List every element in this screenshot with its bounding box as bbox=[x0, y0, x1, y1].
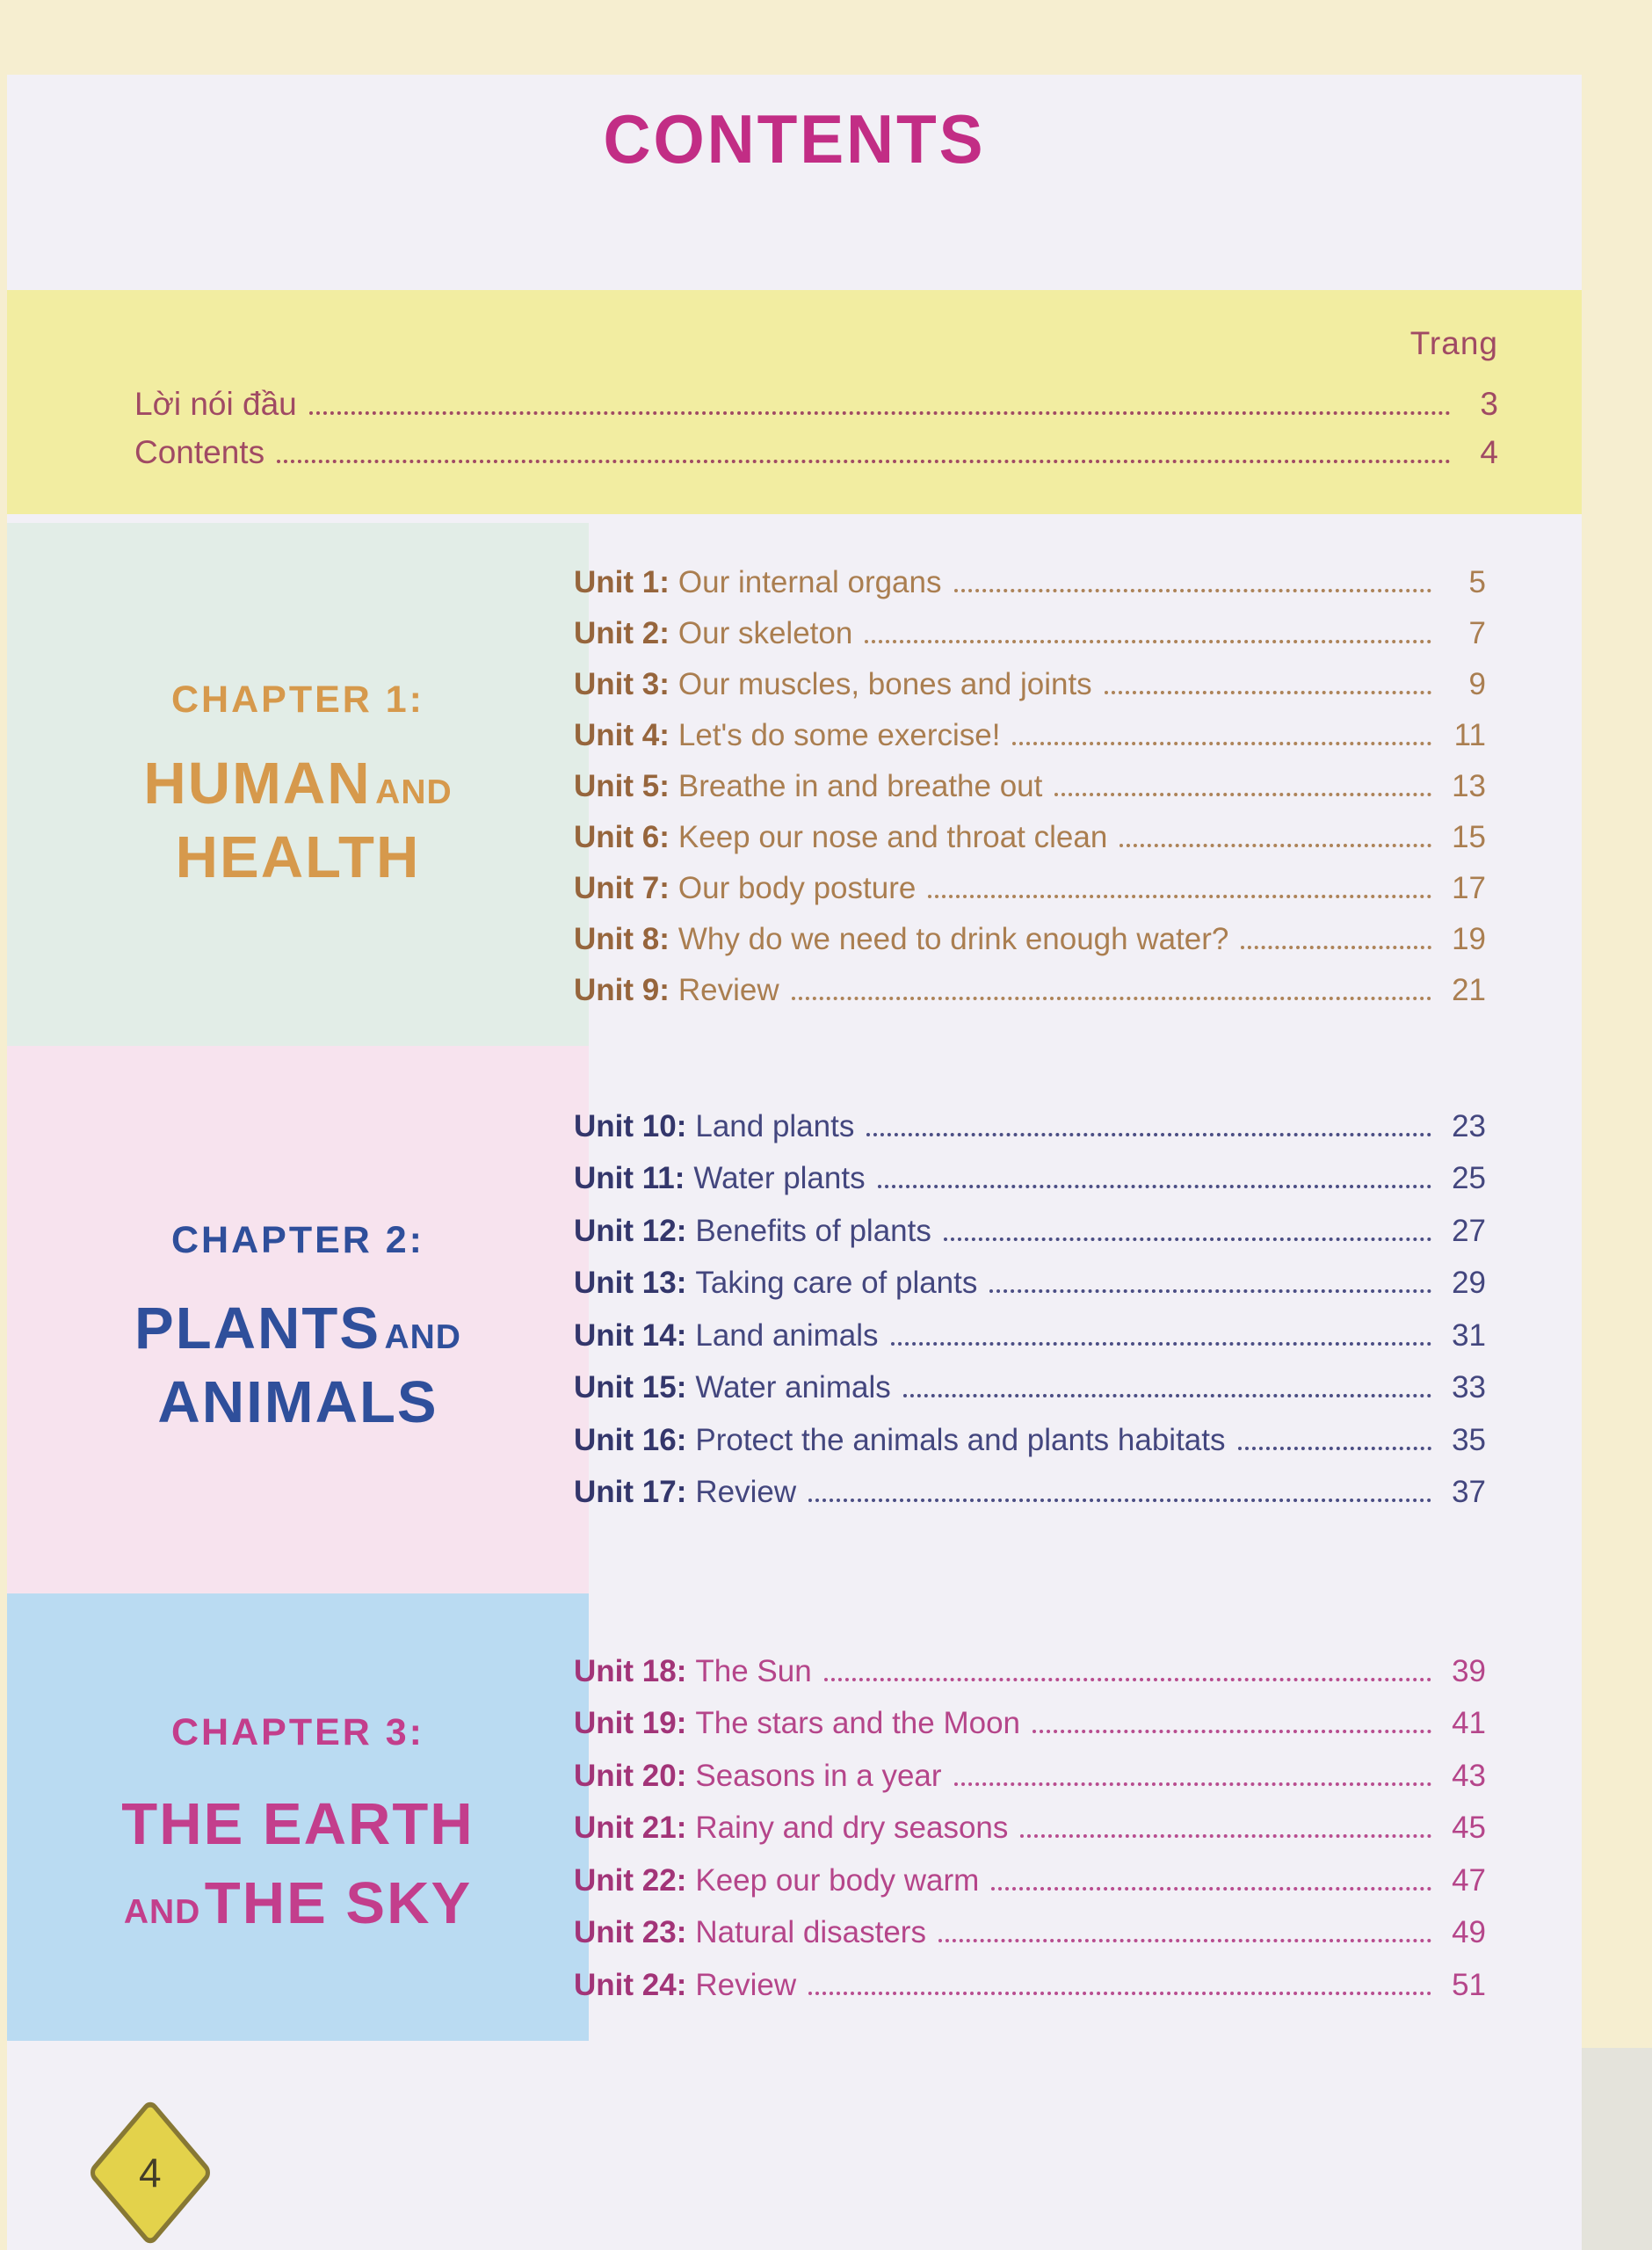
chapter1-title-line1: HUMAN AND bbox=[143, 751, 453, 817]
toc-entry: Unit 7: Our body posture 17 bbox=[574, 871, 1486, 905]
toc-entry: Unit 15: Water animals 33 bbox=[574, 1370, 1486, 1404]
dot-leader bbox=[954, 1782, 1431, 1786]
banner-heading: Trang bbox=[1409, 325, 1498, 361]
entry-page-number: 27 bbox=[1452, 1213, 1486, 1248]
entry-page-number: 37 bbox=[1452, 1475, 1486, 1509]
dot-leader bbox=[891, 1342, 1431, 1346]
chapter1-unit-list bbox=[574, 549, 1486, 1008]
entry-page-number: 7 bbox=[1468, 616, 1486, 650]
toc-entry: Unit 20: Seasons in a year 43 bbox=[574, 1758, 1486, 1793]
entry-page-number: 35 bbox=[1452, 1422, 1486, 1457]
page-edge-shadow bbox=[1582, 2048, 1652, 2250]
dot-leader bbox=[1012, 742, 1431, 745]
entry-page-number: 51 bbox=[1452, 1967, 1486, 2002]
dot-leader bbox=[989, 1289, 1431, 1293]
entry-page-number: 29 bbox=[1452, 1266, 1486, 1300]
dot-leader bbox=[1119, 844, 1431, 847]
toc-entry: Unit 4: Let's do some exercise! 11 bbox=[574, 718, 1486, 752]
toc-entry: Unit 3: Our muscles, bones and joints 9 bbox=[574, 667, 1486, 701]
front-matter-banner bbox=[7, 290, 1582, 514]
banner-row-contents bbox=[134, 423, 1498, 471]
chapter3-label: CHAPTER 3: bbox=[170, 1711, 425, 1753]
entry-page-number: 31 bbox=[1452, 1317, 1486, 1353]
toc-entry: Unit 24: Review 51 bbox=[574, 1967, 1486, 2002]
dot-leader bbox=[1020, 1834, 1431, 1838]
book-page bbox=[7, 75, 1582, 2250]
toc-entry: Unit 17: Review 37 bbox=[574, 1475, 1486, 1509]
dot-leader bbox=[824, 1678, 1431, 1681]
dot-leader bbox=[991, 1887, 1431, 1891]
toc-entry: Unit 10: Land plants 23 bbox=[574, 1108, 1486, 1143]
dot-leader bbox=[1238, 1447, 1432, 1450]
chapter2-unit-list bbox=[574, 1092, 1486, 1510]
chapter3-title-line1: THE EARTH bbox=[121, 1791, 475, 1857]
dot-leader bbox=[792, 997, 1431, 1000]
entry-page-number: 15 bbox=[1452, 820, 1486, 854]
toc-entry: Unit 16: Protect the animals and plants habitats 35 bbox=[574, 1422, 1486, 1457]
dot-leader bbox=[1241, 946, 1431, 949]
entry-page-number: 47 bbox=[1452, 1862, 1486, 1898]
toc-entry: Unit 23: Natural disasters 49 bbox=[574, 1915, 1486, 1949]
contents-page-number: 4 bbox=[1480, 434, 1498, 470]
dot-leader bbox=[808, 1499, 1431, 1502]
dot-leader bbox=[808, 1992, 1431, 1995]
dot-leader bbox=[928, 895, 1431, 898]
toc-entry: Unit 12: Benefits of plants 27 bbox=[574, 1213, 1486, 1248]
chapter2-title-line1: PLANTS AND bbox=[134, 1296, 461, 1361]
entry-page-number: 39 bbox=[1452, 1653, 1486, 1688]
toc-entry: Unit 11: Water plants 25 bbox=[574, 1161, 1486, 1195]
dot-leader bbox=[1054, 793, 1431, 796]
preface-label: Lời nói đầu bbox=[134, 386, 297, 422]
toc-entry: Unit 9: Review 21 bbox=[574, 973, 1486, 1007]
entry-page-number: 19 bbox=[1452, 922, 1486, 956]
entry-page-number: 49 bbox=[1452, 1915, 1486, 1949]
dot-leader bbox=[1105, 691, 1431, 694]
toc-entry: Unit 19: The stars and the Moon 41 bbox=[574, 1706, 1486, 1740]
dot-leader bbox=[878, 1185, 1431, 1188]
dot-leader bbox=[938, 1939, 1431, 1942]
entry-page-number: 21 bbox=[1452, 973, 1486, 1007]
chapter1-label: CHAPTER 1: bbox=[170, 679, 425, 721]
page-number-badge bbox=[87, 2098, 214, 2247]
dot-leader bbox=[954, 589, 1432, 592]
chapter1-title-line2: HEALTH bbox=[175, 824, 421, 890]
entry-page-number: 9 bbox=[1468, 667, 1486, 701]
entry-page-number: 25 bbox=[1452, 1161, 1486, 1195]
toc-entry: Unit 2: Our skeleton 7 bbox=[574, 616, 1486, 650]
toc-entry: Unit 14: Land animals 31 bbox=[574, 1317, 1486, 1353]
entry-page-number: 17 bbox=[1452, 871, 1486, 905]
dot-leader bbox=[903, 1394, 1431, 1397]
toc-entry: Unit 18: The Sun 39 bbox=[574, 1653, 1486, 1688]
toc-entry: Unit 8: Why do we need to drink enough water? 19 bbox=[574, 922, 1486, 956]
toc-entry: Unit 21: Rainy and dry seasons 45 bbox=[574, 1811, 1486, 1845]
dot-leader bbox=[865, 640, 1431, 643]
entry-page-number: 11 bbox=[1453, 718, 1486, 752]
banner-row-preface bbox=[134, 374, 1498, 423]
contents-label: Contents bbox=[134, 434, 265, 470]
chapter2-title-line2: ANIMALS bbox=[157, 1369, 438, 1435]
toc-entry: Unit 1: Our internal organs 5 bbox=[574, 565, 1486, 599]
dot-leader bbox=[309, 411, 1451, 415]
entry-page-number: 41 bbox=[1452, 1706, 1486, 1740]
preface-page-number: 3 bbox=[1480, 386, 1498, 422]
entry-page-number: 43 bbox=[1452, 1758, 1486, 1793]
entry-page-number: 13 bbox=[1452, 769, 1486, 803]
dot-leader bbox=[277, 460, 1451, 463]
chapter3-unit-list bbox=[574, 1637, 1486, 2003]
page-number: 4 bbox=[139, 2149, 162, 2196]
chapter2-label: CHAPTER 2: bbox=[170, 1219, 425, 1261]
entry-page-number: 23 bbox=[1452, 1108, 1486, 1143]
entry-page-number: 5 bbox=[1468, 565, 1486, 599]
entry-page-number: 45 bbox=[1452, 1811, 1486, 1845]
toc-entry: Unit 6: Keep our nose and throat clean 15 bbox=[574, 820, 1486, 854]
toc-entry: Unit 22: Keep our body warm 47 bbox=[574, 1862, 1486, 1898]
page-title: CONTENTS bbox=[603, 100, 986, 178]
toc-entry: Unit 5: Breathe in and breathe out 13 bbox=[574, 769, 1486, 803]
toc-entry: Unit 13: Taking care of plants 29 bbox=[574, 1266, 1486, 1300]
entry-page-number: 33 bbox=[1452, 1370, 1486, 1404]
dot-leader bbox=[944, 1238, 1431, 1241]
dot-leader bbox=[1032, 1730, 1431, 1733]
chapter3-title-line2: AND THE SKY bbox=[123, 1870, 473, 1936]
dot-leader bbox=[866, 1133, 1431, 1136]
